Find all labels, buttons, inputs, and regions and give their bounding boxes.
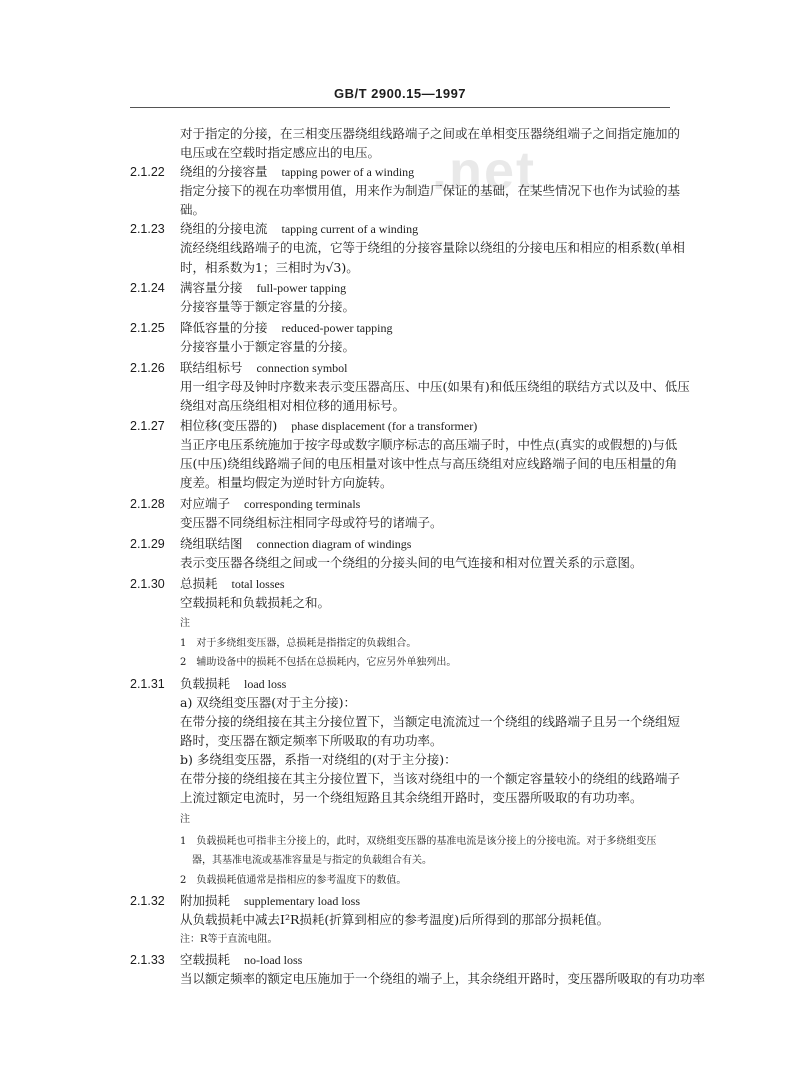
term-chinese: 绕组的分接容量: [180, 164, 268, 179]
text-line: 用一组字母及钟时序数来表示变压器高压、中压(如果有)和低压绕组的联结方式以及中、低压: [180, 379, 690, 394]
text-line: 在带分接的绕组接在其主分接位置下，当额定电流流过一个绕组的线路端子且另一个绕组短: [180, 714, 681, 729]
text-line: 上流过额定电流时，另一个绕组短路且其余绕组开路时，变压器所吸取的有功功率。: [180, 790, 643, 805]
term-heading: [180, 360, 348, 376]
note-line: 注: [180, 618, 190, 629]
term-heading: [180, 418, 477, 434]
note-line: 2 辅助设备中的损耗不包括在总损耗内，它应另外单独列出。: [180, 657, 457, 668]
term-chinese: 绕组联结图: [180, 536, 243, 551]
term-chinese: 降低容量的分接: [180, 320, 268, 335]
term-heading: [180, 536, 411, 552]
term-english: full-power tapping: [256, 281, 347, 295]
term-chinese: 相位移(变压器的): [180, 418, 278, 433]
term-heading: [180, 893, 360, 909]
term-english: connection symbol: [256, 361, 348, 375]
term-heading: [180, 320, 392, 336]
term-heading: [180, 952, 302, 968]
text-line: 分接容量等于额定容量的分接。: [180, 299, 356, 314]
term-english: no-load loss: [244, 953, 303, 967]
text-line: 分接容量小于额定容量的分接。: [180, 339, 356, 354]
term-chinese: 空载损耗: [180, 952, 231, 967]
text-line: 时，相系数为1；三相时为√3)。: [180, 260, 359, 275]
term-chinese: 联结组标号: [180, 360, 243, 375]
clause-number: 2.1.27: [130, 419, 165, 433]
term-heading: [180, 496, 360, 512]
term-english: reduced-power tapping: [281, 321, 393, 335]
term-english: supplementary load loss: [244, 894, 360, 908]
note-line: 1 负载损耗也可指非主分接上的，此时，双绕组变压器的基准电流是该分接上的分接电流。对于多绕组变压: [180, 836, 657, 847]
term-english: corresponding terminals: [244, 497, 361, 511]
term-chinese: 总损耗: [180, 576, 218, 591]
text-line: 路时，变压器在额定频率下所吸取的有功功率。: [180, 733, 443, 748]
note-line: 注：R等于直流电阻。: [180, 934, 278, 945]
clause-number: 2.1.26: [130, 361, 165, 375]
clause-number: 2.1.23: [130, 222, 165, 236]
clause-number: 2.1.30: [130, 577, 165, 591]
header-rule: [130, 107, 670, 108]
text-line: 当正序电压系统施加于按字母或数字顺序标志的高压端子时，中性点(真实的或假想的)与低: [180, 437, 678, 452]
term-chinese: 绕组的分接电流: [180, 221, 268, 236]
text-line: 空载损耗和负载损耗之和。: [180, 595, 331, 610]
note-line: 器，其基准电流或基准容量是与指定的负载组合有关。: [192, 855, 432, 866]
term-chinese: 对应端子: [180, 496, 231, 511]
term-chinese: 满容量分接: [180, 280, 243, 295]
term-chinese: 负载损耗: [180, 676, 231, 691]
term-english: load loss: [244, 677, 287, 691]
text-line: 础。: [180, 202, 206, 217]
text-line: 当以额定频率的额定电压施加于一个绕组的端子上，其余绕组开路时，变压器所吸取的有功功率: [180, 971, 706, 986]
clause-number: 2.1.33: [130, 953, 165, 967]
note-line: 1 对于多绕组变压器，总损耗是指指定的负载组合。: [180, 638, 417, 649]
term-english: phase displacement (for a transformer): [291, 419, 478, 433]
text-line: 在带分接的绕组接在其主分接位置下，当该对绕组中的一个额定容量较小的绕组的线路端子: [180, 771, 681, 786]
term-english: tapping current of a winding: [281, 222, 419, 236]
term-heading: [180, 676, 286, 692]
text-line: 绕组对高压绕组相对相位移的通用标号。: [180, 398, 406, 413]
clause-number: 2.1.25: [130, 321, 165, 335]
term-heading: [180, 221, 418, 237]
term-heading: [180, 164, 414, 180]
text-line: a) 双绕组变压器(对于主分接)：: [180, 695, 357, 710]
clause-number: 2.1.24: [130, 281, 165, 295]
text-line: 变压器不同绕组标注相同字母或符号的诸端子。: [180, 515, 443, 530]
clause-number: 2.1.32: [130, 894, 165, 908]
page-header: GB/T 2900.15—1997: [333, 86, 467, 101]
text-line: 指定分接下的视在功率惯用值，用来作为制造厂保证的基础，在某些情况下也作为试验的基: [180, 183, 681, 198]
term-heading: [180, 280, 346, 296]
term-english: tapping power of a winding: [281, 165, 415, 179]
term-english: total losses: [231, 577, 285, 591]
note-line: 2 负载损耗值通常是指相应的参考温度下的数值。: [180, 875, 407, 886]
term-english: connection diagram of windings: [256, 537, 412, 551]
watermark: .net: [432, 141, 537, 201]
text-line: 压(中压)绕组线路端子间的电压相量对该中性点与高压绕组对应线路端子间的电压相量的角: [180, 456, 678, 471]
term-heading: [180, 576, 285, 592]
text-line: b) 多绕组变压器，系指一对绕组的(对于主分接)：: [180, 752, 457, 767]
term-chinese: 附加损耗: [180, 893, 231, 908]
text-line: 电压或在空载时指定感应出的电压。: [180, 145, 381, 160]
text-line: 从负载损耗中减去I²R损耗(折算到相应的参考温度)后所得到的那部分损耗值。: [180, 912, 610, 927]
clause-number: 2.1.22: [130, 165, 165, 179]
text-line: 度差。相量均假定为逆时针方向旋转。: [180, 475, 393, 490]
clause-number: 2.1.28: [130, 497, 165, 511]
text-line: 对于指定的分接，在三相变压器绕组线路端子之间或在单相变压器绕组端子之间指定施加的: [180, 126, 681, 141]
text-line: 表示变压器各绕组之间或一个绕组的分接头间的电气连接和相对位置关系的示意图。: [180, 555, 643, 570]
text-line: 流经绕组线路端子的电流，它等于绕组的分接容量除以绕组的分接电压和相应的相系数(单相: [180, 240, 685, 255]
note-line: 注: [180, 814, 190, 825]
clause-number: 2.1.31: [130, 677, 165, 691]
clause-number: 2.1.29: [130, 537, 165, 551]
